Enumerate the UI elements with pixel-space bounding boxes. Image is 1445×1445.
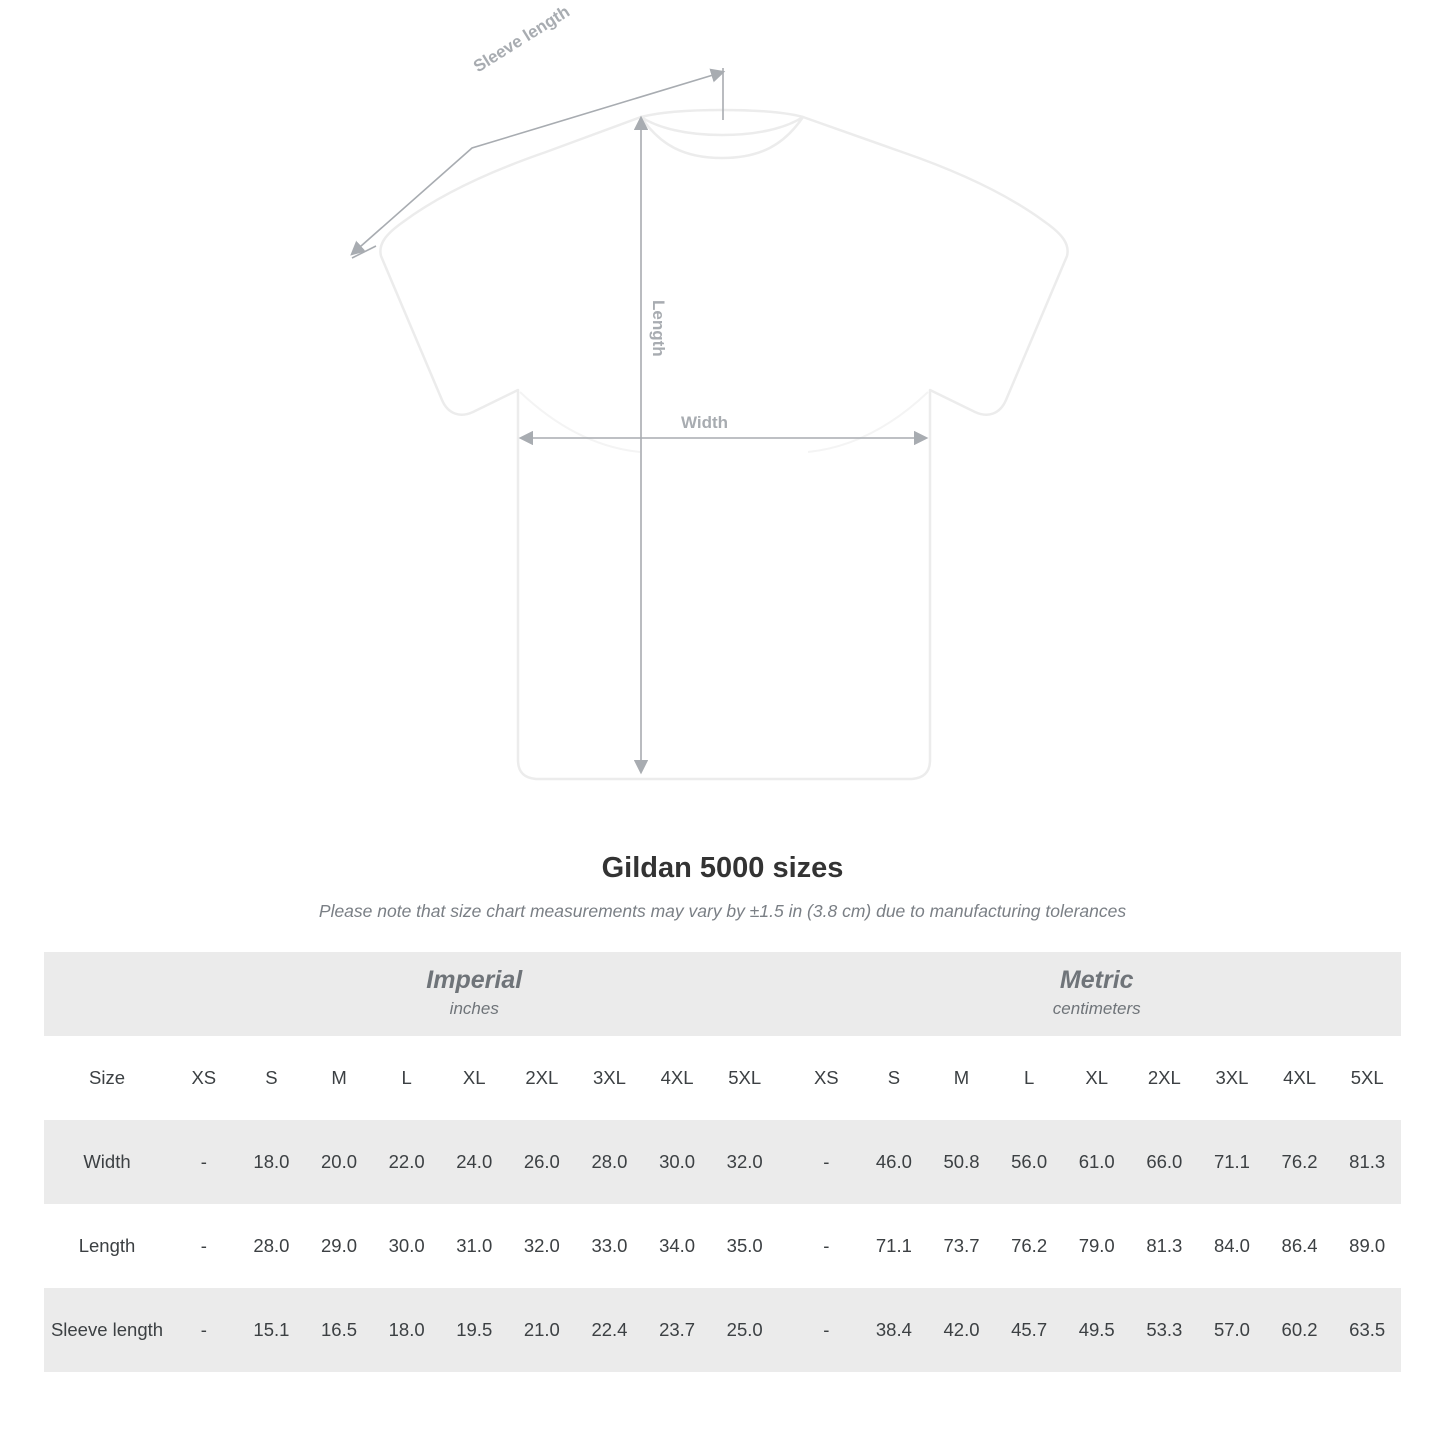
measurement-cell-imperial: 20.0 [305, 1120, 373, 1204]
size-column-header: XS [792, 1036, 860, 1120]
measurement-cell-imperial: 26.0 [508, 1120, 576, 1204]
page-title: Gildan 5000 sizes [601, 852, 844, 884]
column-separator [778, 1120, 792, 1204]
size-column-header: 2XL [508, 1036, 576, 1120]
measurement-cell-imperial: 16.5 [305, 1288, 373, 1372]
unit-header-separator [778, 952, 792, 1036]
measurement-cell-imperial: 29.0 [305, 1204, 373, 1288]
measurement-cell-imperial: 19.5 [440, 1288, 508, 1372]
measurement-cell-imperial: 21.0 [508, 1288, 576, 1372]
unit-group-header-imperial [170, 952, 778, 1036]
length-label: Length [649, 300, 668, 357]
size-column-header: 3XL [576, 1036, 644, 1120]
measurement-cell-imperial: 35.0 [711, 1204, 779, 1288]
measurement-cell-metric: 71.1 [860, 1204, 928, 1288]
size-column-header: S [860, 1036, 928, 1120]
size-column-header: M [928, 1036, 996, 1120]
measurement-cell-metric: 81.3 [1333, 1120, 1401, 1204]
measurement-cell-metric: 63.5 [1333, 1288, 1401, 1372]
size-column-header: XL [440, 1036, 508, 1120]
measurement-cell-metric: 71.1 [1198, 1120, 1266, 1204]
table-row [44, 1288, 1401, 1372]
measurement-cell-imperial: - [170, 1288, 238, 1372]
size-column-header: L [995, 1036, 1063, 1120]
unit-group-sub: inches [449, 998, 499, 1018]
table-row [44, 1120, 1401, 1204]
measurement-cell-metric: 61.0 [1063, 1120, 1131, 1204]
unit-group-sub: centimeters [1052, 998, 1141, 1018]
measurement-cell-metric: 42.0 [928, 1288, 996, 1372]
measurement-cell-imperial: 22.0 [373, 1120, 441, 1204]
measurement-cell-metric: 50.8 [928, 1120, 996, 1204]
measurement-cell-metric: 89.0 [1333, 1204, 1401, 1288]
measurement-row-label: Sleeve length [44, 1288, 170, 1372]
measurement-cell-metric: - [792, 1120, 860, 1204]
tshirt-shape [380, 110, 1067, 779]
column-separator [778, 1288, 792, 1372]
size-column-header: M [305, 1036, 373, 1120]
measurement-row-label: Width [44, 1120, 170, 1204]
measurement-cell-metric: 46.0 [860, 1120, 928, 1204]
table-row [44, 1204, 1401, 1288]
measurement-cell-metric: 45.7 [995, 1288, 1063, 1372]
sleeve-length-label: Sleeve length [470, 1, 574, 77]
size-column-header: S [238, 1036, 306, 1120]
tolerance-note: Please note that size chart measurements may vary by ±1.5 in (3.8 cm) due to manufacturing tolerances [318, 901, 1127, 921]
unit-group-name: Imperial [426, 966, 523, 995]
unit-header-row [44, 952, 1401, 1036]
column-separator [778, 1036, 792, 1120]
measurement-cell-metric: 81.3 [1131, 1204, 1199, 1288]
measurement-cell-imperial: 18.0 [373, 1288, 441, 1372]
measurement-cell-metric: 79.0 [1063, 1204, 1131, 1288]
measurement-cell-imperial: 30.0 [373, 1204, 441, 1288]
size-table [44, 952, 1401, 1372]
measurement-cell-metric: 66.0 [1131, 1120, 1199, 1204]
column-separator [778, 1204, 792, 1288]
size-column-header: 5XL [1333, 1036, 1401, 1120]
measurement-cell-metric: 49.5 [1063, 1288, 1131, 1372]
unit-group-header-metric [792, 952, 1401, 1036]
size-column-header: XL [1063, 1036, 1131, 1120]
measurement-cell-imperial: - [170, 1120, 238, 1204]
measurement-cell-metric: 86.4 [1266, 1204, 1334, 1288]
measurement-cell-imperial: 32.0 [711, 1120, 779, 1204]
measurement-cell-metric: 53.3 [1131, 1288, 1199, 1372]
measurement-cell-metric: - [792, 1204, 860, 1288]
measurement-cell-imperial: 18.0 [238, 1120, 306, 1204]
measurement-cell-imperial: 23.7 [643, 1288, 711, 1372]
measurement-row-label: Length [44, 1204, 170, 1288]
measurement-cell-imperial: 28.0 [576, 1120, 644, 1204]
size-column-header: 4XL [1266, 1036, 1334, 1120]
size-column-header: XS [170, 1036, 238, 1120]
measurement-cell-metric: 56.0 [995, 1120, 1063, 1204]
measurement-cell-imperial: 30.0 [643, 1120, 711, 1204]
size-column-header: 2XL [1131, 1036, 1199, 1120]
measurement-cell-metric: 76.2 [1266, 1120, 1334, 1204]
measurement-cell-imperial: 34.0 [643, 1204, 711, 1288]
measurement-cell-imperial: 15.1 [238, 1288, 306, 1372]
measurement-cell-metric: 84.0 [1198, 1204, 1266, 1288]
size-header-cell: Size [44, 1036, 170, 1120]
measurement-cell-imperial: 22.4 [576, 1288, 644, 1372]
size-header-row [44, 1036, 1401, 1120]
size-column-header: 5XL [711, 1036, 779, 1120]
measurement-cell-imperial: 32.0 [508, 1204, 576, 1288]
measurement-cell-imperial: 31.0 [440, 1204, 508, 1288]
measurement-cell-imperial: 24.0 [440, 1120, 508, 1204]
size-column-header: 4XL [643, 1036, 711, 1120]
width-label: Width [681, 413, 729, 432]
unit-group-name: Metric [1059, 966, 1134, 995]
measurement-cell-metric: 38.4 [860, 1288, 928, 1372]
measurement-cell-imperial: - [170, 1204, 238, 1288]
size-column-header: L [373, 1036, 441, 1120]
measurement-cell-imperial: 33.0 [576, 1204, 644, 1288]
size-table-wrapper [0, 952, 1445, 1372]
measurement-cell-metric: 60.2 [1266, 1288, 1334, 1372]
measurement-cell-metric: 76.2 [995, 1204, 1063, 1288]
size-column-header: 3XL [1198, 1036, 1266, 1120]
measurement-cell-metric: 73.7 [928, 1204, 996, 1288]
title-block [0, 852, 1445, 922]
measurement-cell-metric: 57.0 [1198, 1288, 1266, 1372]
measurement-cell-metric: - [792, 1288, 860, 1372]
unit-header-spacer [44, 952, 170, 1036]
measurement-cell-imperial: 28.0 [238, 1204, 306, 1288]
measurement-cell-imperial: 25.0 [711, 1288, 779, 1372]
